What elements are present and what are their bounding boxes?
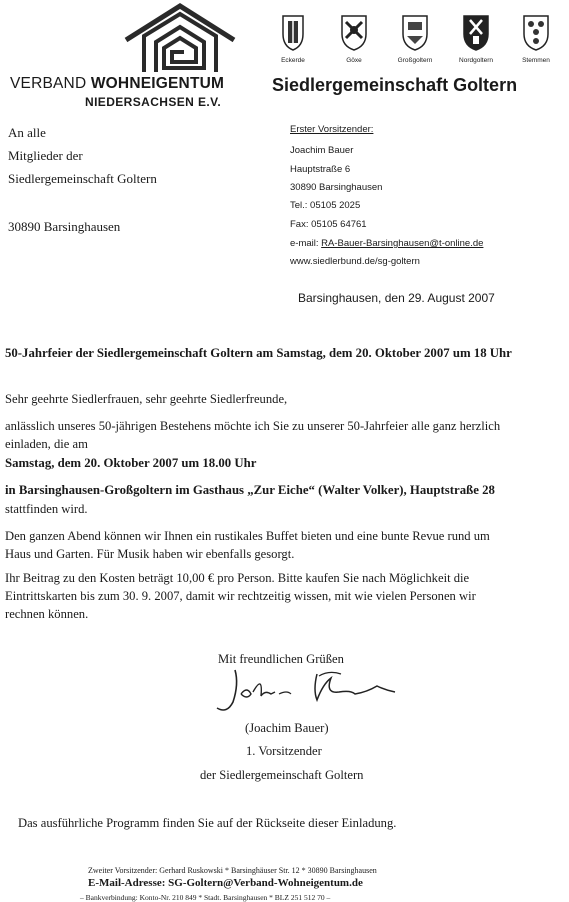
buffet-line-2: Haus und Garten. Für Musik haben wir ebenfalls gesorgt.	[5, 547, 295, 561]
sender-email-line: e-mail: RA-Bauer-Barsinghausen@t-online.de	[290, 238, 484, 249]
buffet-line-1: Den ganzen Abend können wir Ihnen ein rustikales Buffet bieten und eine bunte Revue rund um	[5, 529, 490, 543]
sender-street: Hauptstraße 6	[290, 164, 351, 175]
sender-fax: Fax: 05105 64761	[290, 219, 367, 230]
crest-label-goexe: Göxe	[346, 57, 362, 64]
event-date: Samstag, dem 20. Oktober 2007 um 18.00 Uhr	[5, 456, 257, 470]
nordgoltern-crest-icon	[462, 12, 490, 52]
closing-greeting: Mit freundlichen Grüßen	[218, 652, 344, 666]
goexe-crest-icon	[340, 12, 368, 52]
handwritten-signature-icon	[205, 664, 405, 716]
footer-bank-line: – Bankverbindung: Konto-Nr. 210 849 * Stadt. Barsinghausen * BLZ 251 512 70 –	[80, 893, 331, 902]
footer-email-line[interactable]: E-Mail-Adresse: SG-Goltern@Verband-Wohneigentum.de	[88, 877, 363, 889]
recipient-city: 30890 Barsinghausen	[8, 219, 121, 234]
closing-role: 1. Vorsitzender	[246, 744, 322, 758]
program-note: Das ausführliche Programm finden Sie auf der Rückseite dieser Einladung.	[18, 816, 397, 830]
date-line: Barsinghausen, den 29. August 2007	[298, 291, 495, 305]
grossgoltern-crest-icon	[401, 12, 429, 52]
house-spiral-logo-icon	[120, 2, 240, 74]
event-tail: stattfinden wird.	[5, 502, 88, 516]
org-name: VERBAND WOHNEIGENTUM	[10, 75, 225, 92]
intro-line-2: einladen, die am	[5, 437, 88, 451]
closing-org: der Siedlergemeinschaft Goltern	[200, 768, 364, 782]
cost-line-2: Eintrittskarten bis zum 30. 9. 2007, damit wir rechtzeitig wissen, mit wie vielen Personen wir	[5, 589, 476, 603]
sender-name: Joachim Bauer	[290, 145, 354, 156]
footer-line-1: Zweiter Vorsitzender: Gerhard Ruskowski * Barsinghäuser Str. 12 * 30890 Barsinghausen	[88, 866, 377, 875]
sender-heading: Erster Vorsitzender:	[290, 124, 374, 135]
sender-tel: Tel.: 05105 2025	[290, 200, 361, 211]
stemmen-crest-icon	[522, 12, 550, 52]
recipient-line-3: Siedlergemeinschaft Goltern	[8, 171, 157, 186]
recipient-line-2: Mitglieder der	[8, 148, 83, 163]
cost-line-1: Ihr Beitrag zu den Kosten beträgt 10,00 € pro Person. Bitte kaufen Sie nach Möglichkeit die	[5, 571, 470, 585]
subject-line: 50-Jahrfeier der Siedlergemeinschaft Goltern am Samstag, dem 20. Oktober 2007 um 18 Uhr	[5, 346, 512, 360]
cost-line-3: rechnen können.	[5, 607, 89, 621]
salutation: Sehr geehrte Siedlerfrauen, sehr geehrte Siedlerfreunde,	[5, 392, 288, 406]
recipient-line-1: An alle	[8, 125, 46, 140]
sender-web-link[interactable]: www.siedlerbund.de/sg-goltern	[290, 256, 420, 267]
eckerde-crest-icon	[279, 12, 307, 52]
org-title: Siedlergemeinschaft Goltern	[272, 75, 518, 95]
crest-label-grossgoltern: Großgoltern	[397, 57, 433, 64]
sender-city: 30890 Barsinghausen	[290, 182, 383, 193]
event-location: in Barsinghausen-Großgoltern im Gasthaus „Zur Eiche“ (Walter Volker), Hauptstraße 28	[5, 483, 495, 497]
closing-name: (Joachim Bauer)	[245, 721, 329, 735]
intro-line-1: anlässlich unseres 50-jährigen Bestehens möchte ich Sie zu unserer 50-Jahrfeier alle ganz herzlich	[5, 419, 501, 433]
crest-label-stemmen: Stemmen	[522, 57, 550, 64]
crest-label-nordgoltern: Nordgoltern	[459, 57, 493, 64]
crest-label-eckerde: Eckerde	[281, 57, 305, 64]
sender-email-link[interactable]: RA-Bauer-Barsinghausen@t-online.de	[321, 238, 484, 249]
org-region: NIEDERSACHSEN E.V.	[85, 95, 222, 109]
